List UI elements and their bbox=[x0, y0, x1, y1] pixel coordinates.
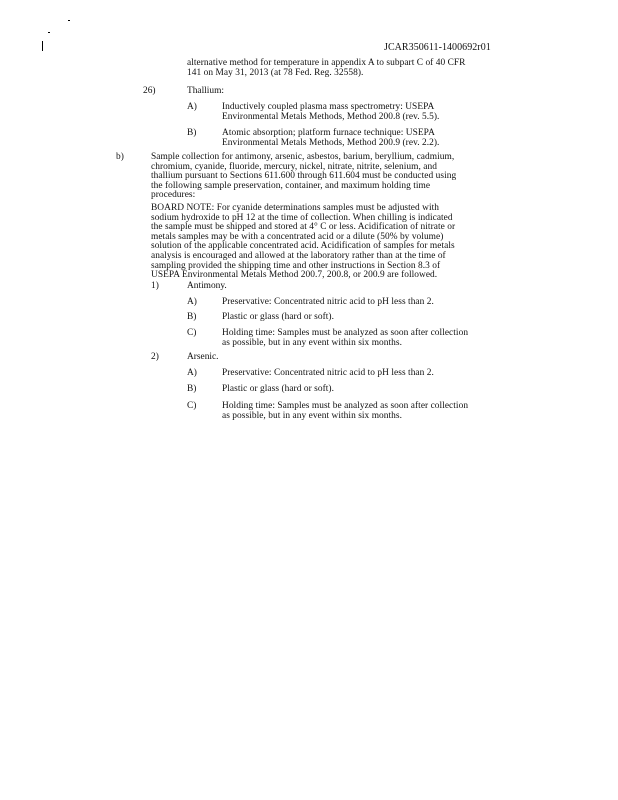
board-note-line: the sample must be shipped and stored at 4° C or less. Acidification of nitrate or bbox=[151, 222, 456, 233]
container-line: Plastic or glass (hard or soft). bbox=[222, 312, 334, 322]
scan-speck bbox=[48, 32, 50, 33]
board-note-line: analysis is encouraged and allowed at the laboratory rather than at the time of bbox=[151, 250, 446, 261]
board-note-line: USEPA Environmental Metals Method 200.7, 200.8, or 200.9 are followed. bbox=[151, 270, 438, 281]
item-number: 26) bbox=[143, 86, 156, 96]
intro-line: 141 on May 31, 2013 (at 78 Fed. Reg. 32558). bbox=[187, 67, 364, 78]
holding-time-line: Holding time: Samples must be analyzed as soon after collection bbox=[222, 401, 469, 411]
sub-label: B) bbox=[187, 128, 197, 138]
item-title: Antimony. bbox=[187, 281, 227, 291]
holding-time-entry bbox=[222, 402, 468, 421]
method-entry bbox=[222, 129, 439, 148]
paragraph-line: chromium, cyanide, fluoride, mercury, nickel, nitrate, nitrite, selenium, and bbox=[151, 161, 437, 172]
preservative-line: Preservative: Concentrated nitric acid to pH less than 2. bbox=[222, 368, 434, 378]
sub-label: A) bbox=[187, 297, 197, 307]
board-note-line: sampling provided the shipping time and other instructions in Section 8.3 of bbox=[151, 260, 441, 271]
board-note-line: metals samples may be with a concentrated acid or a dilute (50% by volume) bbox=[151, 231, 444, 242]
holding-time-entry bbox=[222, 329, 468, 348]
docket-number: JCAR350611-1400692r01 bbox=[384, 42, 491, 53]
paragraph-line: procedures: bbox=[151, 190, 196, 201]
board-note bbox=[151, 204, 455, 281]
item-number: 2) bbox=[151, 352, 159, 362]
paragraph-line: the following sample preservation, container, and maximum holding time bbox=[151, 180, 431, 191]
preservative-line: Preservative: Concentrated nitric acid to pH less than 2. bbox=[222, 297, 434, 307]
board-note-line: solution of the applicable concentrated acid. Acidification of samples for metals bbox=[151, 241, 455, 252]
intro-paragraph bbox=[187, 59, 466, 78]
holding-time-line: Holding time: Samples must be analyzed as soon after collection bbox=[222, 328, 469, 338]
container-line: Plastic or glass (hard or soft). bbox=[222, 384, 334, 394]
section-b-paragraph bbox=[151, 153, 456, 201]
method-entry bbox=[222, 103, 439, 122]
holding-time-line: as possible, but in any event within six months. bbox=[222, 337, 402, 348]
item-title: Thallium: bbox=[187, 86, 224, 96]
item-title: Arsenic. bbox=[187, 352, 219, 362]
holding-time-line: as possible, but in any event within six months. bbox=[222, 410, 402, 421]
board-note-line: BOARD NOTE: For cyanide determinations samples must be adjusted with bbox=[151, 203, 439, 213]
board-note-line: sodium hydroxide to pH 12 at the time of collection. When chilling is indicated bbox=[151, 212, 453, 223]
method-line: Environmental Metals Methods, Method 200.8 (rev. 5.5). bbox=[222, 111, 440, 122]
paragraph-line: thallium pursuant to Sections 611.600 through 611.604 must be conducted using bbox=[151, 171, 457, 182]
method-line: Environmental Metals Methods, Method 200.9 (rev. 2.2). bbox=[222, 137, 440, 148]
revision-bar bbox=[42, 41, 43, 51]
method-line: Inductively coupled plasma mass spectrometry: USEPA bbox=[222, 102, 435, 112]
paragraph-line: Sample collection for antimony, arsenic, asbestos, barium, beryllium, cadmium, bbox=[151, 152, 455, 162]
section-label: b) bbox=[116, 152, 124, 162]
intro-line: alternative method for temperature in appendix A to subpart C of 40 CFR bbox=[187, 58, 466, 68]
sub-label: C) bbox=[187, 401, 197, 411]
sub-label: B) bbox=[187, 384, 197, 394]
scan-speck bbox=[68, 20, 70, 21]
sub-label: A) bbox=[187, 368, 197, 378]
sub-label: A) bbox=[187, 102, 197, 112]
sub-label: C) bbox=[187, 328, 197, 338]
method-line: Atomic absorption; platform furnace technique: USEPA bbox=[222, 128, 435, 138]
sub-label: B) bbox=[187, 312, 197, 322]
item-number: 1) bbox=[151, 281, 159, 291]
